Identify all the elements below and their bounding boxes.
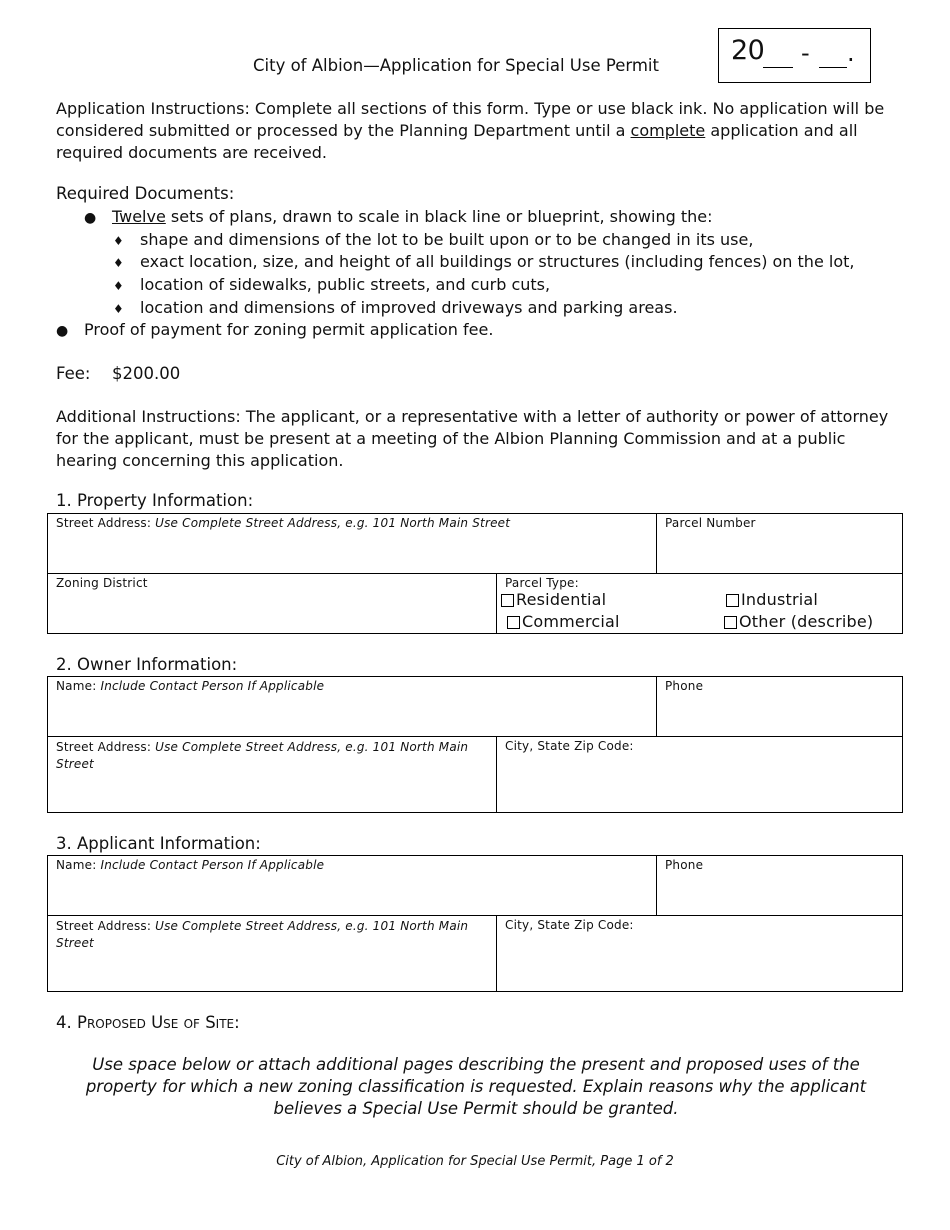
permit-number-blank[interactable] xyxy=(819,67,847,68)
required-doc-payment: Proof of payment for zoning permit application fee. xyxy=(84,320,494,339)
additional-label: Additional Instructions: xyxy=(56,407,241,426)
field-label: Phone xyxy=(665,679,704,693)
application-instructions xyxy=(56,98,896,164)
section-proposed-use-heading xyxy=(56,1013,240,1032)
diamond-bullet-icon: ♦ xyxy=(113,302,124,316)
diamond-bullet-icon: ♦ xyxy=(113,279,124,293)
field-label: Street Address: xyxy=(56,740,156,754)
plans-sub-item: location of sidewalks, public streets, and curb cuts, xyxy=(140,275,551,294)
residential-checkbox[interactable] xyxy=(501,594,514,607)
plans-sub-item: exact location, size, and height of all buildings or structures (including fences) on the lot, xyxy=(140,252,855,271)
required-docs-heading: Required Documents: xyxy=(56,184,235,203)
residential-option[interactable] xyxy=(501,590,606,609)
year-blank[interactable] xyxy=(763,67,793,68)
instructions-underlined: complete xyxy=(630,121,706,140)
permit-dot: . xyxy=(847,39,855,67)
instructions-text-a: Complete all sections of this form. Type or use black ink. No application will be considered submitted or processed by the Planning Department until a xyxy=(56,99,885,140)
instructions-text-b: application and all required documents are received. xyxy=(56,121,858,162)
field-label: Name: xyxy=(56,679,101,693)
field-label: Phone xyxy=(665,858,704,872)
plans-sub-item: location and dimensions of improved driveways and parking areas. xyxy=(140,298,678,317)
plans-sub-item: shape and dimensions of the lot to be built upon or to be changed in its use, xyxy=(140,230,754,249)
property-info-table xyxy=(47,513,903,634)
plans-text: sets of plans, drawn to scale in black line or blueprint, showing the: xyxy=(165,207,713,226)
parcel-number-field[interactable] xyxy=(657,514,903,574)
industrial-checkbox[interactable] xyxy=(726,594,739,607)
option-label: Residential xyxy=(516,590,607,609)
proposed-use-heading-text: 4. Proposed Use of Site: xyxy=(56,1013,240,1032)
page-title: City of Albion—Application for Special Use Permit xyxy=(253,56,659,75)
diamond-bullet-icon: ♦ xyxy=(113,234,124,248)
applicant-phone-field[interactable] xyxy=(657,856,903,916)
applicant-city-field[interactable] xyxy=(497,916,903,992)
commercial-checkbox[interactable] xyxy=(507,616,520,629)
field-label: City, State Zip Code: xyxy=(505,918,634,932)
field-hint: Include Contact Person If Applicable xyxy=(100,679,325,693)
field-hint: Use Complete Street Address, e.g. 101 North Main Street xyxy=(56,919,469,950)
year-prefix: 20 xyxy=(731,35,765,66)
field-hint: Include Contact Person If Applicable xyxy=(100,858,325,872)
field-label: Zoning District xyxy=(56,576,148,590)
parcel-type-field xyxy=(497,574,903,634)
section-applicant-heading: 3. Applicant Information: xyxy=(56,834,261,853)
field-label: Parcel Type: xyxy=(505,576,579,590)
property-street-field[interactable] xyxy=(48,514,657,574)
additional-text: The applicant, or a representative with a letter of authority or power of attorney for the applicant, must be present at a meeting of the Albion Planning Commission and at a public hearing concerning this application. xyxy=(56,407,889,470)
field-hint: Use Complete Street Address, e.g. 101 North Main Street xyxy=(155,516,511,530)
commercial-option[interactable] xyxy=(507,612,620,631)
other-checkbox[interactable] xyxy=(724,616,737,629)
section-owner-heading: 2. Owner Information: xyxy=(56,655,238,674)
required-doc-plans xyxy=(112,207,712,226)
diamond-bullet-icon: ♦ xyxy=(113,256,124,270)
owner-phone-field[interactable] xyxy=(657,677,903,737)
fee-amount: $200.00 xyxy=(112,364,181,383)
permit-number-box xyxy=(718,28,871,83)
field-label: Name: xyxy=(56,858,101,872)
owner-city-field[interactable] xyxy=(497,737,903,813)
owner-name-field[interactable] xyxy=(48,677,657,737)
applicant-info-table xyxy=(47,855,903,992)
option-label: Commercial xyxy=(522,612,620,631)
field-hint: Use Complete Street Address, e.g. 101 North Main Street xyxy=(56,740,469,771)
applicant-street-field[interactable] xyxy=(48,916,497,992)
other-option[interactable] xyxy=(724,612,873,631)
field-label: City, State Zip Code: xyxy=(505,739,634,753)
bullet-icon: ● xyxy=(56,323,69,339)
section-property-heading: 1. Property Information: xyxy=(56,491,254,510)
twelve-underlined: Twelve xyxy=(112,207,166,226)
owner-street-field[interactable] xyxy=(48,737,497,813)
instructions-label: Application Instructions: xyxy=(56,99,250,118)
field-label: Parcel Number xyxy=(665,516,756,530)
option-label: Industrial xyxy=(741,590,819,609)
page-footer: City of Albion, Application for Special Use Permit, Page 1 of 2 xyxy=(276,1154,674,1169)
fee-label: Fee: xyxy=(56,364,91,383)
field-label: Street Address: xyxy=(56,516,156,530)
bullet-icon: ● xyxy=(84,210,97,226)
owner-info-table xyxy=(47,676,903,813)
option-label: Other (describe) xyxy=(739,612,874,631)
field-label: Street Address: xyxy=(56,919,156,933)
additional-instructions xyxy=(56,406,896,472)
industrial-option[interactable] xyxy=(726,590,818,609)
zoning-district-field[interactable] xyxy=(48,574,497,634)
permit-dash: - xyxy=(801,39,810,67)
proposed-use-instructions: Use space below or attach additional pages describing the present and proposed uses of the property for which a new zoning classification is requested. Explain reasons why the applicant believes a Special Use Permit should be granted. xyxy=(85,1055,867,1118)
applicant-name-field[interactable] xyxy=(48,856,657,916)
